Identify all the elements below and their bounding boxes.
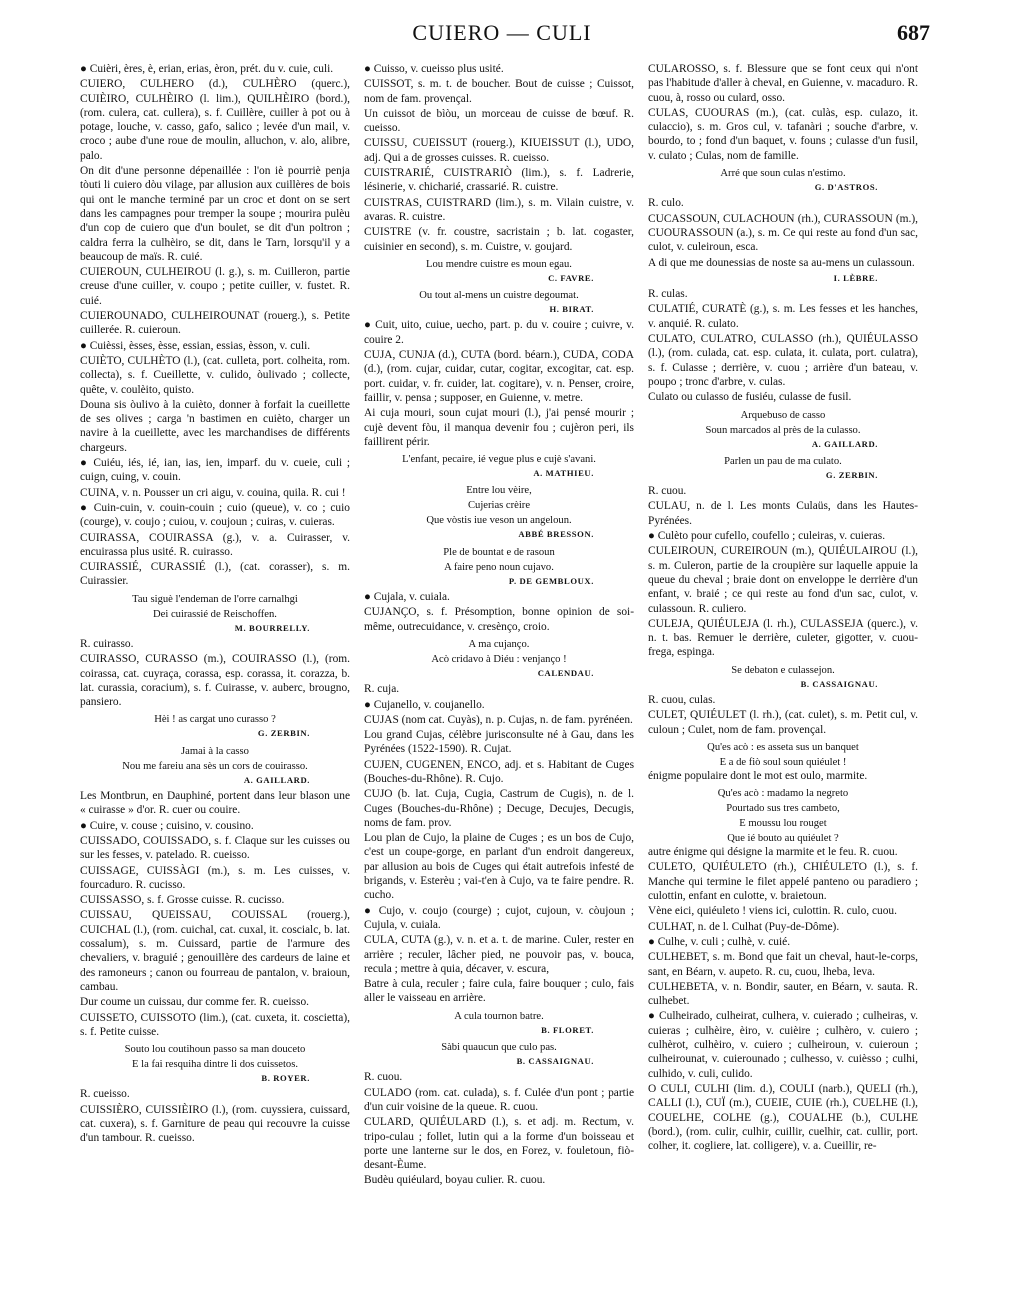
quotation-author: B. CASSAIGNAU. [800,678,878,689]
dictionary-entry: CUJANÇO, s. f. Présomption, bonne opinion de soi-même, outrecuidance, v. cresènço, croio. [364,606,634,633]
dictionary-entry: CULA, CUTA (g.), v. n. et a. t. de marine. Culer, rester en arrière ; reculer, lâcher pied, ne pouvoir pas, v. bouca, recula ; mettre à quia, décaver, v. escura, [364,934,634,975]
dictionary-entry: CUISSADO, COUISSADO, s. f. Claque sur les cuisses ou sur les fesses, v. patelado. R. cueisso. [80,834,350,862]
quotation-author: ABBÉ BRESSON. [518,529,594,540]
quotation-author: A. GAILLARD. [243,774,310,785]
dictionary-entry: R. cuou. [648,485,687,498]
dictionary-entry: CUISSAGE, CUISSÀGI (m.), s. m. Les cuisses, v. fourcaduro. R. cucisso. [80,864,350,891]
running-title: CUIERO — CULI [412,20,592,45]
dictionary-entry: CUCASSOUN, CULACHOUN (rh.), CURASSOUN (m.), CUOURASSOUN (a.), s. m. Ce qui reste au fond d'un sac, culot, v. culeiroun, esca. [648,212,918,254]
dictionary-entry: ● Cuiéu, iés, ié, ian, ias, ien, imparf. du v. cueie, culi ; cuign, cuing, v. couin. [80,457,350,484]
dictionary-entry: CUIEROUNADO, CULHEIROUNAT (rouerg.), s. Petite cuillerée. R. cuieroun. [80,310,350,337]
dictionary-entry: ● Culhe, v. culi ; culhè, v. cuié. [648,935,791,948]
dictionary-entry: ● Cuièri, ères, è, erian, erias, èron, prét. du v. cuie, culi. [80,63,334,75]
dictionary-entry: CUISSOT, s. m. t. de boucher. Bout de cuisse ; Cuissot, nom de fam. provençal. [364,78,634,105]
dictionary-entry: R. culo. [648,197,684,210]
dictionary-entry: CUISSETO, CUISSOTO (lim.), (cat. cuxeta, it. coscietta), s. f. Petite cuisse. [80,1011,350,1038]
dictionary-entry: O CULI, CULHI (lim. d.), COULI (narb.), QUELI (rh.), CALLI (l.), CUÏ (m.), CUEIE, CUIE (rh.), CUELHE (l.), COUELHE, COLHE (g.), COUALHE (b.), CULHE (bord.), (rom. culir, culhir, cuillir, cuelhir, cat. cullir, port. colher, it. cogliere, lat. colligere), v. a. Cueillir, re- [648,1082,918,1153]
dictionary-entry: ● Cuisso, v. cueisso plus usité. [364,63,504,75]
page-number: 687 [897,20,930,45]
quotation-line: Hèi ! as cargat uno curasso ? [154,714,276,726]
dictionary-entry: CULHEBET, s. m. Bond que fait un cheval, haut-le-corps, sant, en Béarn, v. aupeto. R. cu, cuou, lheba, leva. [648,951,918,978]
dictionary-entry: On dit d'une personne dépenaillée : l'on iè pourriè penja tòuti li cuiero dòu vilage, par allusion aux cuillères de bois qui ont le manche terminé par un croc et dont on se sert dans les campagnes pour tremper la soupe ; mourira pulèu d'un cop de cuiero que d'un boulet, se dit d'un poltron ; caldra ferra la culhèiro, se dit, dans le Tarn, lorsqu'il y a beaucoup de maïs. R. cuié. [80,165,350,263]
dictionary-entry: CUJAS (nom cat. Cuyàs), n. p. Cujas, n. de fam. pyrénéen. [364,713,633,726]
dictionary-entry: CUISSASSO, s. f. Grosse cuisse. R. cucisso. [80,894,285,907]
quotation-line: Que ié bouto au quiéulet ? [727,833,839,845]
quotation-line: Ou tout al-mens un cuistre degoumat. [419,290,579,302]
dictionary-entry: Douna sis òulivo à la cuièto, donner à forfait la cueillette de ses olives ; carga 'n bastimen en cuièto, charger un navire à la cueillette, avec les marchandises de différents chargeurs. [80,398,350,454]
quotation-line: Arquebuso de casso [740,409,826,421]
quotation-line: Acò cridavo à Diéu : venjanço ! [431,653,567,665]
quotation-author: P. DE GEMBLOUX. [508,575,594,586]
quotation-author: B. CASSAIGNAU. [516,1056,594,1067]
dictionary-entry: CUISSU, CUEISSUT (rouerg.), KIUEISSUT (l.), UDO, adj. Qui a de grosses cuisses. R. cueisso. [364,137,634,164]
dictionary-entry: énigme populaire dont le mot est oulo, marmite. [648,769,868,782]
dictionary-entry: CULATIÉ, CURATÈ (g.), s. m. Les fesses et les hanches, v. anquié. R. culato. [648,303,918,330]
dictionary-entry: CULAROSSO, s. f. Blessure que se font ceux qui n'ont pas l'habitude d'aller à cheval, en Guienne, v. macaduro. R. cuou, à, rosso ou culard, osso. [648,63,918,104]
dictionary-entry: autre énigme qui désigne la marmite et le feu. R. cuou. [648,846,898,859]
dictionary-entry: Lou plan de Cujo, la plaine de Cuges ; es un bos de Cujo, c'est un coupe-gorge, en parlant d'un endroit dangereux, par allusion au bois de Cuges qui était autrefois infesté de brigands, v. Esterèu ; vai-t'en à Cujo, va te faire pendre. R. cucho. [364,832,634,902]
quotation-author: G. ZERBIN. [825,469,878,480]
dictionary-entry: CULATO, CULATRO, CULASSO (rh.), QUIÉULASSO (l.), (rom. culada, cat. esp. culata, it. culata, port. culatra), s. f. Culasse ; derrière, v. cuou ; arrière d'un bateau, v. poupo ; tronc d'arbre, v. culas. [648,333,918,388]
dictionary-entry: Dur coume un cuissau, dur comme fer. R. cueisso. [80,996,310,1009]
dictionary-entry: CUIEROUN, CULHEIROU (l. g.), s. m. Cuilleron, partie creuse d'une cuiller, v. coupo ; petite cuiller, v. fustet. R. cuié. [80,266,350,307]
quotation-author: A. GAILLARD. [811,438,878,449]
quotation-line: Soun marcados al près de la culasso. [705,424,861,436]
dictionary-entry: CULAS, CUOURAS (m.), (cat. culàs, esp. culazo, it. culaccio), s. m. Gros cul, v. tafanàri ; souche d'arbre, v. bourdo, to ; fond d'un baquet, v. founs ; culasse d'un fusil, v. culato ; Culas, nom de famille. [648,106,918,162]
quotation-author: G. D'ASTROS. [814,182,878,193]
dictionary-entry: R. culas. [648,288,688,301]
dictionary-entry: Culato ou culasso de fusiéu, culasse de fusil. [648,391,852,404]
dictionary-entry: R. cuou, culas. [648,693,716,706]
quotation-author: B. FLORET. [541,1024,594,1035]
quotation-line: A faire peno noun cujavo. [444,561,554,573]
dictionary-entry: CULET, QUIÉULET (l. rh.), (cat. culet), s. m. Petit cul, v. culoun ; Culet, nom de fam. provençal. [648,709,918,736]
quotation-line: Pourtado sus tres cambeto, [726,803,840,815]
quotation-line: Lou mendre cuistre es moun egau. [426,258,572,270]
dictionary-entry: CUIRASSA, COUIRASSA (g.), v. a. Cuirasser, v. encuirassa plus usité. R. cuirasso. [80,531,350,558]
quotation-line: A ma cujanço. [468,638,530,650]
column-right [648,62,918,1292]
dictionary-entry: Batre à cula, reculer ; faire cula, faire bouquer ; culo, fais aller le vaisseau en arrière. [364,978,634,1005]
quotation-author: CALENDAU. [537,667,594,678]
dictionary-entry: Budèu quiéulard, boyau culier. R. cuou. [364,1174,546,1187]
dictionary-entry: CULHEBETA, v. n. Bondir, sauter, en Béarn, v. sauta. R. culhebet. [648,980,918,1008]
quotation-line: Se debaton e culassejon. [731,664,835,676]
quotation-line: A cula tournon batre. [454,1010,544,1022]
dictionary-entry: ● Cuit, uito, cuiue, uecho, part. p. du v. couire ; cuivre, v. couire 2. [364,319,634,346]
dictionary-entry: ● Cujo, v. coujo (courge) ; cujot, cujoun, v. còujoun ; Cujula, v. cuiala. [364,904,634,931]
quotation-line: Entre lou vèire, [466,485,532,497]
dictionary-entry: CULEJA, QUIÉULEJA (l. rh.), CULASSEJA (querc.), v. n. t. bas. Remuer le derrière, culeter, gigotter, v. cuou-frega, espinga. [648,617,918,659]
dictionary-entry: CUIRASSO, CURASSO (m.), COUIRASSO (l.), (rom. coirassa, cat. cuyraça, corassa, esp. corassa, it. corazza, b. lat. curassia, coracium), s. f. Cuirasse, v. auberc, brougno, pansiero. [80,653,350,709]
dictionary-entry: CUJEN, CUGENEN, ENCO, adj. et s. Habitant de Cuges (Bouches-du-Rhône). R. Cujo. [364,758,634,785]
column-middle [364,62,634,1292]
dictionary-entry: R. cueisso. [80,1088,130,1101]
quotation-line: Dei cuirassié de Reischoffen. [153,608,277,620]
quotation-line: Sàbi quaucun que culo pas. [441,1042,557,1054]
dictionary-entry: CUIÈTO, CULHÈTO (l.), (cat. culleta, port. colheita, rom. collecta), s. f. Cueillette, v. culido, òulivado ; collecte, quête, v. coulèito, quisto. [80,354,350,396]
quotation-line: Nou me fareiu ana sès un cors de couirasso. [122,760,308,772]
dictionary-entry: A di que me dounessias de noste sa au-mens un culassoun. [648,256,915,269]
quotation-line: Ple de bountat e de rasoun [443,546,555,558]
dictionary-entry: ● Cujala, v. cuiala. [364,591,450,604]
quotation-line: E moussu lou rouget [739,818,827,830]
dictionary-entry: Vène eici, quiéuleto ! viens ici, culottin. R. culo, cuou. [648,905,897,918]
dictionary-entry: CUJO (b. lat. Cuja, Cugia, Castrum de Cugis), n. de l. Cuges (Bouches-du-Rhône) ; Decuge, Decujes, Decugis, noms de fam. prov. [364,788,634,829]
dictionary-entry: CUISSIÈRO, CUISSIÈIRO (l.), (rom. cuyssiera, cuissard, cat. cuxera), s. f. Garniture de peau qui recouvre la cuisse d'un tambour. R. cueisso. [80,1103,350,1145]
quotation-line: Que vòstis iue veson un angeloun. [426,515,572,527]
dictionary-entry: CUIRASSIÉ, CURASSIÉ (l.), (cat. corasser), s. m. Cuirassier. [80,561,350,588]
text-columns [80,62,920,1292]
dictionary-entry: R. cuirasso. [80,637,134,650]
quotation-line: Jamai à la casso [181,745,249,757]
page-header [80,20,930,50]
quotation-line: Tau siguè l'endeman de l'orre carnalhgi [132,593,298,605]
dictionary-entry: ● Cuièssi, èsses, èsse, essian, essias, èsson, v. culi. [80,339,311,352]
dictionary-entry: CULEIROUN, CUREIROUN (m.), QUIÉULAIROU (l.), s. m. Culeron, partie de la croupière sur laquelle appuie la queue du cheval ; braie dont on enveloppe le derrière d'un enfant, v. braié ; ce qui reste au fond d'un sac, culot, v. culassoun. R. culiero. [648,545,918,615]
dictionary-entry: R. cuou. [364,1071,403,1084]
dictionary-entry: Lou grand Cujas, célèbre jurisconsulte né à Gau, dans les Pyrénées (1522-1590). R. Cujat. [364,729,634,756]
dictionary-entry: ● Culèto pour cufello, coufello ; culeiras, v. cuieras. [648,530,886,543]
quotation-author: A. MATHIEU. [533,468,594,479]
dictionary-entry: CUIERO, CULHERO (d.), CULHÈRO (querc.), CUIÈIRO, CULHÈIRO (l. lim.), QUILHÈIRO (bord.), (rom. culera, cat. cullera), s. f. Cuillère, cuiller à pot ou à potage, louche, v. casso, gafo, salico ; levée d'un mail, v. croco ; aube d'une roue de moulin, alluchon, v. alo, alibre, palo. [80,78,350,162]
dictionary-entry: Un cuissot de bìòu, un morceau de cuisse de bœuf. R. cueisso. [364,107,634,135]
dictionary-entry: ● Cuire, v. couse ; cuisino, v. cousino. [80,819,254,832]
dictionary-entry: CULHAT, n. de l. Culhat (Puy-de-Dôme). [648,920,840,933]
dictionary-entry: CUJA, CUNJA (d.), CUTA (bord. béarn.), CUDA, CODA (d.), (rom. cujar, cuidar, cutar, cogitar, excogitar, cat. esp. port. cuidar, v. fr. cuider, lat. cogitare), v. n. Penser, croire, faillir, v. pensa ; supposer, en Guienne, v. metre. [364,349,634,404]
dictionary-entry: CUISTRARIÉ, CUISTRARIÒ (lim.), s. f. Ladrerie, lésinerie, v. chicharié, crassarié. R. cuistre. [364,167,634,194]
dictionary-entry: ● Cuin-cuin, v. couin-couin ; cuio (queue), v. co ; cuio (courge), v. coujo ; cuiou, v. coujoun ; cuiras, v. cuieras. [80,501,350,529]
quotation-line: L'enfant, pecaire, ié vegue plus e cujè s'avani. [402,454,596,466]
quotation-author: I. LÈBRE. [833,272,878,283]
column-left [80,62,350,1292]
dictionary-entry: Ai cuja mouri, soun cujat mouri (l.), j'ai pensé mourir ; cujè devent fòu, il manqua devenir fou ; cujèron peri, ils faillirent périr. [364,407,634,448]
dictionary-entry: CULADO (rom. cat. culada), s. f. Culée d'un pont ; partie d'un cuir voisine de la queue. R. cuou. [364,1086,634,1113]
dictionary-entry: R. cuja. [364,683,400,696]
quotation-line: E la fai resquiha dintre li dos cuissetos. [132,1059,298,1071]
quotation-line: Arré que soun culas n'estimo. [720,168,846,180]
dictionary-entry: ● Culheirado, culheirat, culhera, v. cuierado ; culheiras, v. cuieras ; culhèire, èiro, v. cuièire ; culhèro, v. cuiero ; culhèrot, culhèiro, v. cuiero ; culheiroun, v. cuieroun ; culheirounat, v. cuierounado ; culhesso, v. cuièsso ; culhi, culhido, v. culi, culido. [648,1010,918,1080]
quotation-author: H. BIRAT. [549,304,594,315]
quotation-line: Qu'es acò : madamo la negreto [717,788,849,800]
dictionary-entry: CULARD, QUIÉULARD (l.), s. et adj. m. Rectum, v. tripo-culau ; follet, lutin qui a la forme d'un boisseau et porte une lanterne sur le dos, en Forez, v. fouletoun, fiò-desant-Èume. [364,1116,634,1172]
dictionary-entry: Les Montbrun, en Dauphiné, portent dans leur blason une « cuirasse » d'or. R. cuer ou couire. [80,790,350,817]
dictionary-entry: CUISTRAS, CUISTRARD (lim.), s. m. Vilain cuistre, v. avaras. R. cuistre. [364,196,634,223]
quotation-line: Parlen un pau de ma culato. [724,455,842,467]
dictionary-entry: CUINA, v. n. Pousser un cri aigu, v. couina, quila. R. cui ! [80,486,346,499]
quotation-line: Cujerias crèire [467,500,531,512]
quotation-line: E a de fiò soul soun quiéulet ! [719,756,847,768]
dictionary-entry: CULAU, n. de l. Les monts Culaüs, dans les Hautes-Pyrénées. [648,500,918,527]
quotation-line: Souto lou coutihoun passo sa man douceto [124,1044,306,1056]
quotation-author: G. ZERBIN. [257,728,310,739]
dictionary-entry: CULETO, QUIÉULETO (rh.), CHIÉULETO (l.), s. f. Manche qui termine le filet appelé panteno ou paradiero ; culottin, enfant en culotte, v. braietoun. [648,861,918,903]
dictionary-entry: ● Cujanello, v. coujanello. [364,698,485,711]
quotation-author: M. BOURRELLY. [234,622,310,633]
quotation-line: Qu'es acò : es asseta sus un banquet [707,741,859,753]
dictionary-entry: CUISTRE (v. fr. coustre, sacristain ; b. lat. cogaster, cuisinier en second), s. m. Cuistre, v. goujard. [364,226,634,253]
quotation-author: C. FAVRE. [548,272,594,283]
dictionary-entry: CUISSAU, QUEISSAU, COUISSAL (rouerg.), CUICHAL (l.), (rom. cuichal, cat. cuxal, it. coscialc, b. lat. cossalum), s. m. Cuissard, partie de l'armure des chevaliers, v. braguié ; genouillère des cardeurs de laine et des ramoneurs ; canon ou fourreau de pantalon, v. braioun, cambau. [80,909,350,993]
quotation-author: B. ROYER. [261,1073,310,1084]
